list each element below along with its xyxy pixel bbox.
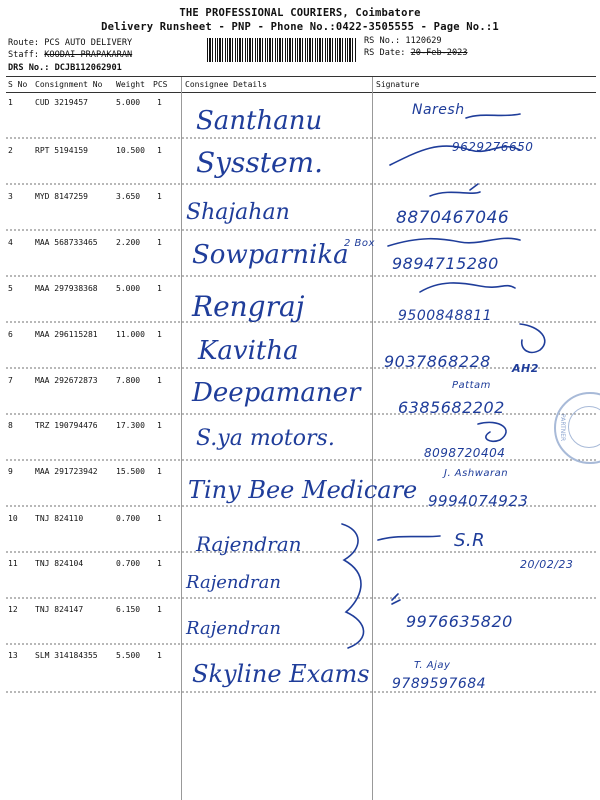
route-label: Route: PCS AUTO DELIVERY: [8, 38, 133, 48]
row-3-sno: 3: [8, 192, 13, 201]
row-8-sno: 8: [8, 421, 13, 430]
col-header-consignee: Consignee Details: [185, 80, 267, 89]
signature-scribble-3: [430, 184, 480, 196]
row-5-weight: 5.000: [116, 284, 141, 293]
row-8-pcs: 1: [157, 421, 162, 430]
row-11-pcs: 1: [157, 559, 162, 568]
row-12-weight: 6.150: [116, 605, 141, 614]
row-7-consignment: MAA 292672873: [35, 376, 98, 385]
row-4-weight: 2.200: [116, 238, 141, 247]
row-11-consignment: TNJ 824104: [35, 559, 84, 568]
rs-number: RS No.: 1120629: [364, 36, 442, 46]
handwritten-phone-3: 9894715280: [392, 254, 499, 273]
signature-scribble-2: [390, 146, 520, 165]
row-1-consignment: CUD 3219457: [35, 98, 88, 107]
handwritten-name-6: Kavitha: [198, 336, 299, 366]
staff-label: Staff:: [8, 50, 40, 60]
company-title: THE PROFESSIONAL COURIERS, Coimbatore: [179, 7, 421, 19]
row-6-weight: 11.000: [116, 330, 145, 339]
rs-date: 20-Feb-2023: [410, 48, 468, 58]
row-11-sno: 11: [8, 559, 18, 568]
handwritten-name-12: Rajendran: [186, 618, 281, 639]
handwritten-phone-6: 6385682202: [398, 398, 505, 417]
col-header-signature: Signature: [376, 80, 420, 89]
handwritten-name-10: Rajendran: [196, 532, 302, 556]
handwritten-phone-10: 9789597684: [392, 676, 487, 692]
row-9-weight: 15.500: [116, 467, 145, 476]
signature-scribble-4: [388, 238, 520, 246]
row-10-weight: 0.700: [116, 514, 141, 523]
row-5-consignment: MAA 297938368: [35, 284, 98, 293]
signature-scribble-10: [378, 536, 440, 540]
handwritten-note-sr: S.R: [454, 530, 486, 551]
row-3-pcs: 1: [157, 192, 162, 201]
handwritten-name-11: Rajendran: [186, 572, 281, 593]
row-1-pcs: 1: [157, 98, 162, 107]
row-10-sno: 10: [8, 514, 18, 523]
row-5-pcs: 1: [157, 284, 162, 293]
signature-scribble-8: [478, 422, 506, 441]
row-9-sno: 9: [8, 467, 13, 476]
handwritten-name-5: Rengraj: [192, 290, 305, 323]
row-9-consignment: MAA 291723942: [35, 467, 98, 476]
handwritten-phone-9: 9976635820: [406, 612, 513, 631]
row-6-pcs: 1: [157, 330, 162, 339]
row-4-sno: 4: [8, 238, 13, 247]
row-8-consignment: TRZ 190794476: [35, 421, 98, 430]
handwritten-phone-7: 8098720404: [424, 446, 506, 460]
handwritten-note-ah2: AH2: [512, 362, 539, 375]
row-4-pcs: 1: [157, 238, 162, 247]
drs-number: DRS No.: DCJB112062901: [8, 63, 122, 73]
col-header-pcs: PCS: [153, 80, 168, 89]
handwritten-name-9: Tiny Bee Medicare: [188, 476, 418, 504]
stamp-text: PARTNER: [559, 414, 566, 442]
row-13-weight: 5.500: [116, 651, 141, 660]
staff-name: KOODAI PRAPAKARAN: [44, 50, 133, 60]
signature-scribble-12: [392, 594, 400, 604]
row-1-sno: 1: [8, 98, 13, 107]
stamp-inner-ring: [568, 406, 600, 448]
row-2-sno: 2: [8, 146, 13, 155]
row-10-consignment: TNJ 824110: [35, 514, 84, 523]
col-header-weight: Weight: [116, 80, 145, 89]
handwritten-note-ajay: T. Ajay: [414, 660, 451, 671]
row-7-sno: 7: [8, 376, 13, 385]
col-header-sno: S No: [8, 80, 28, 89]
row-4-consignment: MAA 568733465: [35, 238, 98, 247]
row-6-sno: 6: [8, 330, 13, 339]
handwritten-name-1: Santhanu: [196, 106, 323, 136]
handwritten-name-4: Sowparnika: [192, 240, 349, 270]
row-7-weight: 7.800: [116, 376, 141, 385]
row-13-sno: 13: [8, 651, 18, 660]
handwritten-name-8: S.ya motors.: [196, 426, 335, 451]
row-12-sno: 12: [8, 605, 18, 614]
col-header-consignment: Consignment No: [35, 80, 103, 89]
rs-date-label: RS Date:: [364, 48, 406, 58]
handwritten-phone-5: 9037868228: [384, 352, 491, 371]
row-9-pcs: 1: [157, 467, 162, 476]
handwritten-name-13: Skyline Exams: [192, 660, 370, 688]
handwritten-note-pattam: Pattam: [452, 380, 491, 391]
row-2-consignment: RPT 5194159: [35, 146, 88, 155]
row-2-pcs: 1: [157, 146, 162, 155]
signature-scribble-1-underline: [466, 114, 520, 118]
signature-scribble-5: [420, 283, 515, 292]
runsheet-subtitle: Delivery Runsheet - PNP - Phone No.:0422-3505555 - Page No.:1: [101, 21, 499, 33]
row-1-weight: 5.000: [116, 98, 141, 107]
row-8-weight: 17.300: [116, 421, 145, 430]
handwritten-note-ashwaran: J. Ashwaran: [444, 468, 509, 479]
row-3-weight: 3.650: [116, 192, 141, 201]
row-5-sno: 5: [8, 284, 13, 293]
handwritten-name-7: Deepamaner: [192, 378, 361, 408]
signature-bracket: [342, 524, 364, 648]
handwritten-name-2: Sysstem.: [196, 146, 324, 179]
handwritten-note-naresh: Naresh: [412, 102, 465, 118]
handwritten-phone-2: 8870467046: [396, 208, 510, 228]
handwritten-name-3: Shajahan: [186, 200, 290, 225]
signature-scribble-6: [520, 324, 545, 352]
row-11-weight: 0.700: [116, 559, 141, 568]
row-3-consignment: MYD 8147259: [35, 192, 88, 201]
handwritten-note-date: 20/02/23: [520, 558, 574, 571]
handwritten-phone-8: 9994074923: [428, 492, 529, 510]
row-10-pcs: 1: [157, 514, 162, 523]
row-12-pcs: 1: [157, 605, 162, 614]
row-6-consignment: MAA 296115281: [35, 330, 98, 339]
row-13-pcs: 1: [157, 651, 162, 660]
row-7-pcs: 1: [157, 376, 162, 385]
handwritten-phone-4: 9500848811: [398, 308, 493, 324]
handwritten-note-box: 2 Box: [344, 238, 375, 249]
row-2-weight: 10.500: [116, 146, 145, 155]
row-12-consignment: TNJ 824147: [35, 605, 84, 614]
handwritten-phone-1: 9629276650: [452, 140, 534, 154]
row-13-consignment: SLM 314184355: [35, 651, 98, 660]
